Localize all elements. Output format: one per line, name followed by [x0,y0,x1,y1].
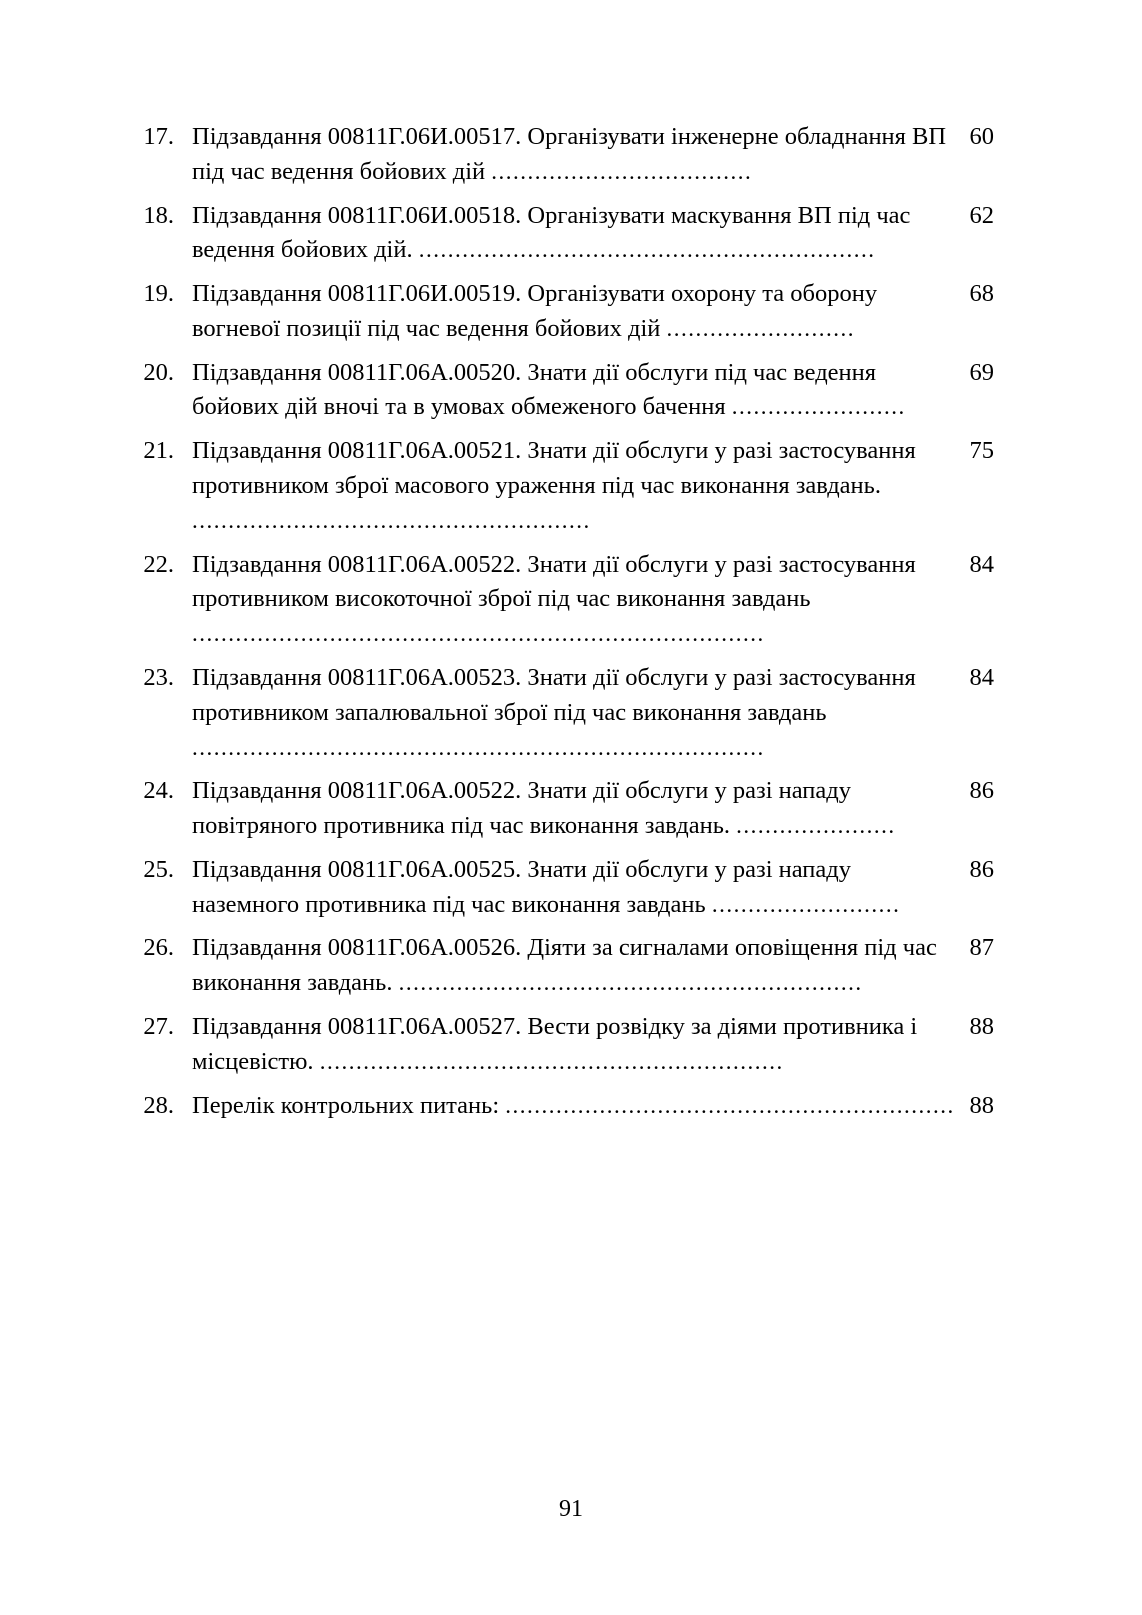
toc-entry[interactable] [122,774,994,844]
toc-entry-text: Підзавдання 00811Г.06А.00520. Знати дії обслуги під час ведення бойових дій вночі та в умовах обмеженого бачення [192,358,877,421]
toc-entry[interactable] [122,277,994,347]
toc-entry-page: 60 [969,123,994,150]
toc-entry-page: 86 [969,777,994,805]
toc-leader-dots: .................................... [491,158,753,184]
toc-entry-page: 75 [969,437,994,465]
toc-entry-body [178,661,994,765]
toc-entry-text: Підзавдання 00811Г.06А.00523. Знати дії обслуги у разі застосування противником запалювальної зброї під час виконання завдань [192,663,916,726]
toc-entry-text: Підзавдання 00811Г.06И.00517. Організувати інженерне обладнання ВП під час ведення бойових дій [192,123,947,185]
toc-entry-body [178,1089,994,1124]
toc-entry-text: Підзавдання 00811Г.06А.00526. Діяти за сигналами оповіщення під час виконання завдань. [192,934,937,997]
toc-entry-body [178,774,994,844]
toc-entry-page: 68 [969,280,994,308]
toc-entry-number: 23. [143,663,174,691]
toc-entry-page: 84 [969,550,994,578]
toc-entry-page: 88 [969,1091,994,1119]
toc-entry-number: 26. [143,934,174,962]
toc-entry[interactable] [122,931,994,1001]
toc-entry[interactable] [122,434,994,538]
toc-entry-page: 88 [969,1012,994,1040]
toc-entry-page: 62 [969,201,994,229]
toc-entry-number: 20. [143,358,174,386]
toc-entry-number: 21. [143,437,174,465]
toc-entry-body [178,356,994,426]
toc-entry-body [178,853,994,923]
toc-entry[interactable] [122,1010,994,1080]
toc-entry[interactable] [122,1089,994,1124]
toc-entry-body [178,1010,994,1080]
toc-entry-body [178,199,994,269]
toc-entry-number: 24. [143,777,174,805]
toc-entry-text: Перелік контрольних питань: [192,1091,500,1119]
toc-entry[interactable] [122,853,994,923]
toc-entry-text: Підзавдання 00811Г.06А.00525. Знати дії обслуги у разі нападу наземного противника під час виконання завдань [192,855,852,918]
toc-leader-dots: ................................................................ [398,970,863,996]
toc-entry-number: 28. [143,1091,174,1119]
toc-leader-dots: ............................................................... [418,237,876,263]
toc-entry-number: 19. [143,280,174,308]
toc-entry-body [178,277,994,347]
toc-leader-dots: ............................................................................... [192,734,765,760]
toc-entry-body [178,548,994,652]
table-of-contents [122,120,994,1132]
toc-leader-dots: ................................................................ [319,1048,784,1074]
toc-entry-text: Підзавдання 00811Г.06А.00522. Знати дії обслуги у разі застосування противником високоточної зброї під час виконання завдань [192,550,916,613]
toc-entry[interactable] [122,661,994,765]
toc-entry[interactable] [122,548,994,652]
toc-entry-body [178,931,994,1001]
toc-entry-text: Підзавдання 00811Г.06А.00522. Знати дії обслуги у разі нападу повітряного противника під час виконання завдань. [192,777,852,840]
toc-entry-number: 27. [143,1012,174,1040]
toc-entry-page: 69 [969,358,994,386]
toc-leader-dots: .......................... [666,315,856,341]
toc-entry-body [178,434,994,538]
toc-entry-text: Підзавдання 00811Г.06А.00527. Вести розвідку за діями противника і місцевістю. [192,1012,918,1075]
toc-entry-text: Підзавдання 00811Г.06И.00518. Організувати маскування ВП під час ведення бойових дій. [192,201,911,264]
toc-leader-dots: ....................................................... [192,507,591,533]
toc-leader-dots: ........................ [731,394,906,420]
toc-entry-body [178,120,994,190]
toc-entry-page: 86 [969,855,994,883]
toc-leader-dots: .............................................................. [505,1092,955,1118]
toc-entry[interactable] [122,199,994,269]
toc-entry-number: 22. [143,550,174,578]
toc-entry-page: 87 [969,934,994,962]
toc-entry-number: 17. [143,123,174,150]
toc-leader-dots: ............................................................................... [192,621,765,647]
page-number-footer: 91 [559,1496,583,1522]
toc-entry[interactable] [122,356,994,426]
toc-entry-number: 25. [143,855,174,883]
toc-entry-text: Підзавдання 00811Г.06А.00521. Знати дії обслуги у разі застосування противником зброї масового ураження під час виконання завдань. [192,437,916,500]
toc-entry-page: 84 [969,663,994,691]
toc-leader-dots: .......................... [711,891,901,917]
toc-entry[interactable] [122,120,994,190]
toc-leader-dots: ...................... [736,813,896,839]
toc-entry-text: Підзавдання 00811Г.06И.00519. Організувати охорону та оборону вогневої позиції під час ведення бойових дій [192,280,878,342]
toc-entry-number: 18. [143,201,174,229]
